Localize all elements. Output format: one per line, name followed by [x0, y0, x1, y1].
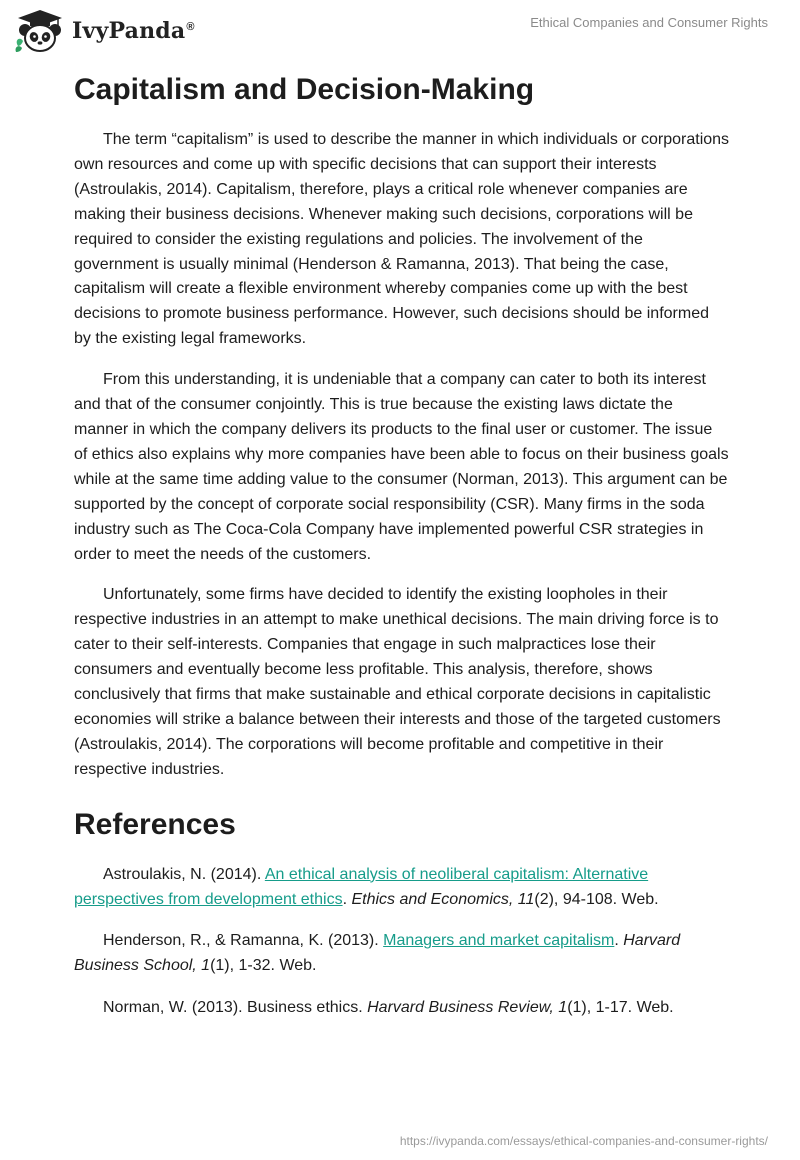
reference-journal: Harvard Business Review, 1 [367, 999, 568, 1017]
document-title: Ethical Companies and Consumer Rights [530, 15, 768, 30]
paragraph-1: The term “capitalism” is used to describe the manner in which individuals or corporations own resources and come up with specific decisions that can support their interests (Astroulakis, 2014). Capitalism, therefore, plays a critical role whenever companies are making their business decisions. Whenever making such decisions, corporations will be required to consider the existing regulations and policies. The involvement of the government is usually minimal (Henderson & Ramanna, 2013). That being the case, capitalism will create a flexible environment whereby companies come up with the best decisions to promote business performance. However, such decisions should be informed by the existing legal frameworks. [74, 131, 730, 348]
reference-pages: (1), 1-32. Web. [210, 957, 317, 975]
reference-separator: . [614, 932, 624, 950]
reference-author: Henderson, R., & Ramanna, K. (2013). [103, 932, 384, 950]
section-heading: Capitalism and Decision-Making [74, 73, 535, 106]
reference-author: Norman, W. (2013). Business ethics. [103, 999, 368, 1017]
panda-graduate-icon [14, 8, 66, 54]
logo-text [72, 18, 195, 44]
reference-link[interactable]: Managers and market capitalism [383, 932, 615, 950]
reference-author: Astroulakis, N. (2014). [103, 865, 265, 883]
references-heading: References [74, 807, 236, 841]
reference-item [74, 996, 730, 1021]
essay-content [74, 70, 730, 1038]
reference-pages: (1), 1-17. Web. [567, 999, 674, 1017]
reference-separator: . [342, 890, 352, 908]
reference-pages: (2), 94-108. Web. [534, 890, 659, 908]
source-url[interactable]: https://ivypanda.com/essays/ethical-companies-and-consumer-rights/ [399, 1134, 768, 1148]
paragraph-3: Unfortunately, some firms have decided to identify the existing loopholes in their respective industries in an attempt to make unethical decisions. The main driving force is to cater to their self-interests. Companies that engage in such malpractices lose their consumers and eventually become less profitable. This analysis, therefore, shows conclusively that firms that make sustainable and ethical corporate decisions in capitalistic economies will strike a balance between their interests and those of the targeted customers (Astroulakis, 2014). The corporations will become profitable and competitive in their respective industries. [74, 586, 721, 778]
logo-name: IvyPanda [72, 18, 186, 44]
reference-item [74, 929, 730, 979]
reference-journal: Ethics and Economics, 11 [351, 890, 535, 908]
page-header [0, 0, 800, 64]
registered-mark: ® [186, 20, 195, 33]
ivypanda-logo[interactable] [14, 8, 195, 54]
reference-item [74, 863, 730, 913]
paragraph-2: From this understanding, it is undeniable that a company can cater to both its interest and that of the consumer conjointly. This is true because the existing laws dictate the manner in which the company delivers its products to the final user or customer. The issue of ethics also explains why more companies have been able to focus on their business goals while at the same time adding value to the consumer (Norman, 2013). This argument can be supported by the concept of corporate social responsibility (CSR). Many firms in the soda industry such as The Coca-Cola Company have implemented powerful CSR strategies in order to meet the needs of the customers. [74, 371, 729, 563]
reference-link[interactable]: An ethical analysis of neoliberal capitalism: Alternative perspectives from development ethics [74, 865, 649, 908]
reference-journal: Harvard Business School, 1 [74, 932, 681, 975]
